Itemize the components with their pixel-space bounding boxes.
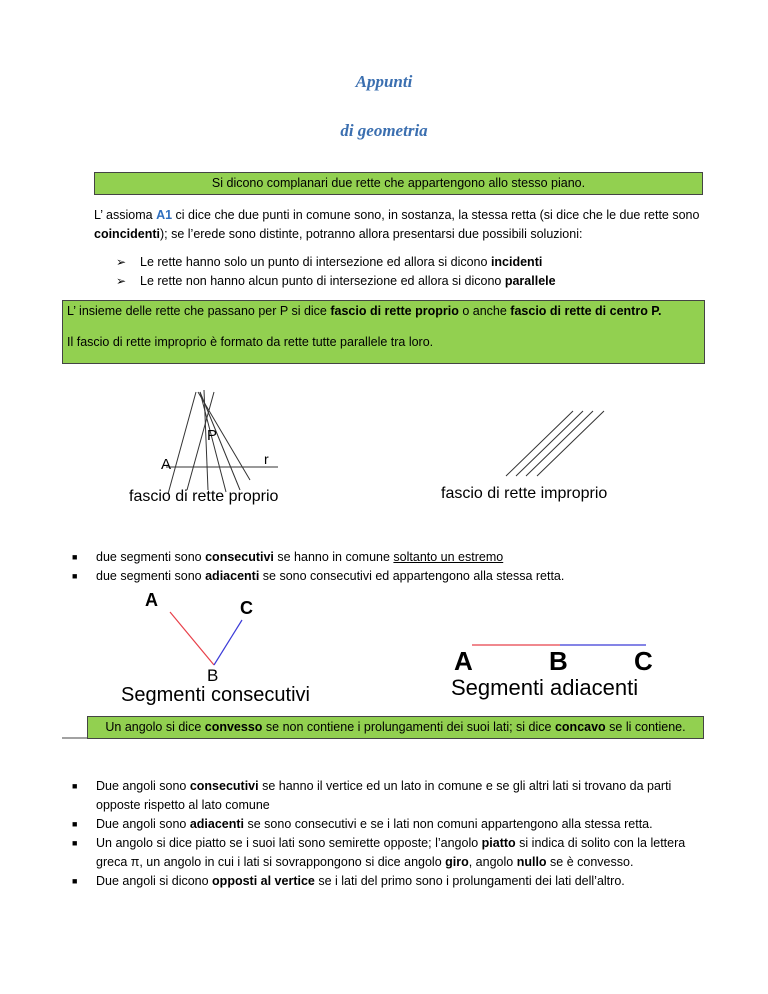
text: Due angoli sono (96, 779, 190, 793)
title-line-2: di geometria (340, 121, 428, 140)
caption-fascio-improprio: fascio di rette improprio (441, 485, 608, 502)
text: Le rette hanno solo un punto di intersezione ed allora si dicono (140, 255, 491, 269)
label-a: A (145, 590, 158, 610)
text: ); se l’erede sono distinte, potranno allora presentarsi due possibili soluzioni: (159, 227, 583, 241)
caption-fascio-proprio: fascio di rette proprio (129, 488, 279, 505)
list-item (72, 777, 712, 815)
text: se i lati del primo sono i prolungamenti dei lati dell’altro. (314, 874, 625, 888)
text: se li contiene. (605, 720, 686, 734)
term-incidenti: incidenti (490, 255, 543, 269)
label-r: r (264, 451, 269, 467)
angles-list (72, 777, 712, 891)
term-parallele: parallele (504, 274, 556, 288)
label-c-adjacent: C (634, 646, 653, 676)
text-underlined: soltanto un estremo (393, 550, 504, 564)
term-fascio-proprio: fascio di rette proprio (330, 304, 459, 318)
term-adiacenti: adiacenti (205, 569, 260, 583)
arrow-bullet-icon: ➢ (116, 274, 127, 288)
text: se non contiene i prolungamenti dei suoi lati; si dice (262, 720, 555, 734)
title-line-1: Appunti (355, 72, 413, 91)
term-piatto: piatto (481, 836, 516, 850)
text: due segmenti sono (96, 569, 206, 583)
label-p: P (207, 427, 218, 444)
term-consecutivi: consecutivi (205, 550, 274, 564)
text: o anche (458, 304, 511, 318)
term-opposti-al-vertice: opposti al vertice (212, 874, 315, 888)
list-item (72, 834, 712, 872)
term-concavo: concavo (554, 720, 606, 734)
text: Un angolo si dice (105, 720, 205, 734)
term-consecutivi: consecutivi (189, 779, 259, 793)
label-a: A (161, 456, 172, 473)
list-item (72, 872, 712, 891)
text: si indica di solito con la lettera greca π, un angolo in cui i lati si sovrappongono si dice angolo (96, 836, 686, 869)
square-bullet-icon: ■ (72, 876, 78, 886)
term-adiacenti: adiacenti (189, 817, 245, 831)
label-a-adjacent: A (454, 646, 473, 676)
square-bullet-icon: ■ (72, 552, 78, 562)
arrow-bullet-icon: ➢ (116, 255, 127, 269)
square-bullet-icon: ■ (72, 571, 78, 581)
text: se hanno il vertice ed un lato in comune e se gli altri lati si trovano da parti opposte rispetto al lato comune (96, 779, 672, 812)
term-coincidenti: coincidenti (94, 227, 160, 241)
label-c: C (240, 598, 253, 618)
text: L’ insieme delle rette che passano per P si dice (67, 304, 331, 318)
term-fascio-centro: fascio di rette di centro P. (510, 304, 662, 318)
term-a1: A1 (156, 208, 173, 222)
term-giro: giro (445, 855, 469, 869)
term-convesso: convesso (204, 720, 263, 734)
definition-text: Si dicono complanari due rette che appartengono allo stesso piano. (211, 176, 586, 190)
list-item (72, 815, 712, 834)
text: se hanno in comune (273, 550, 394, 564)
text: se sono consecutivi ed appartengono alla stessa retta. (259, 569, 565, 583)
term-nullo: nullo (516, 855, 547, 869)
text: se sono consecutivi e se i lati non comuni appartengono alla stessa retta. (244, 817, 653, 831)
square-bullet-icon: ■ (72, 819, 78, 829)
text: L’ assioma (94, 208, 157, 222)
text: Le rette non hanno alcun punto di intersezione ed allora si dicono (140, 274, 505, 288)
square-bullet-icon: ■ (72, 781, 78, 791)
text: ci dice che due punti in comune sono, in sostanza, la stessa retta (si dice che le due rette sono (172, 208, 700, 222)
text: Due angoli sono (96, 817, 190, 831)
square-bullet-icon: ■ (72, 838, 78, 848)
label-b-adjacent: B (549, 646, 568, 676)
text: , angolo (468, 855, 517, 869)
text: se è convesso. (546, 855, 634, 869)
caption-segmenti-adiacenti: Segmenti adiacenti (451, 675, 639, 700)
text: due segmenti sono (96, 550, 206, 564)
text: Un angolo si dice piatto se i suoi lati sono semirette opposte; l’angolo (96, 836, 482, 850)
caption-segmenti-consecutivi: Segmenti consecutivi (121, 684, 310, 706)
text: Due angoli si dicono (96, 874, 213, 888)
label-b: B (207, 666, 219, 685)
fascio-line-2: Il fascio di rette improprio è formato da rette tutte parallele tra loro. (67, 335, 434, 349)
